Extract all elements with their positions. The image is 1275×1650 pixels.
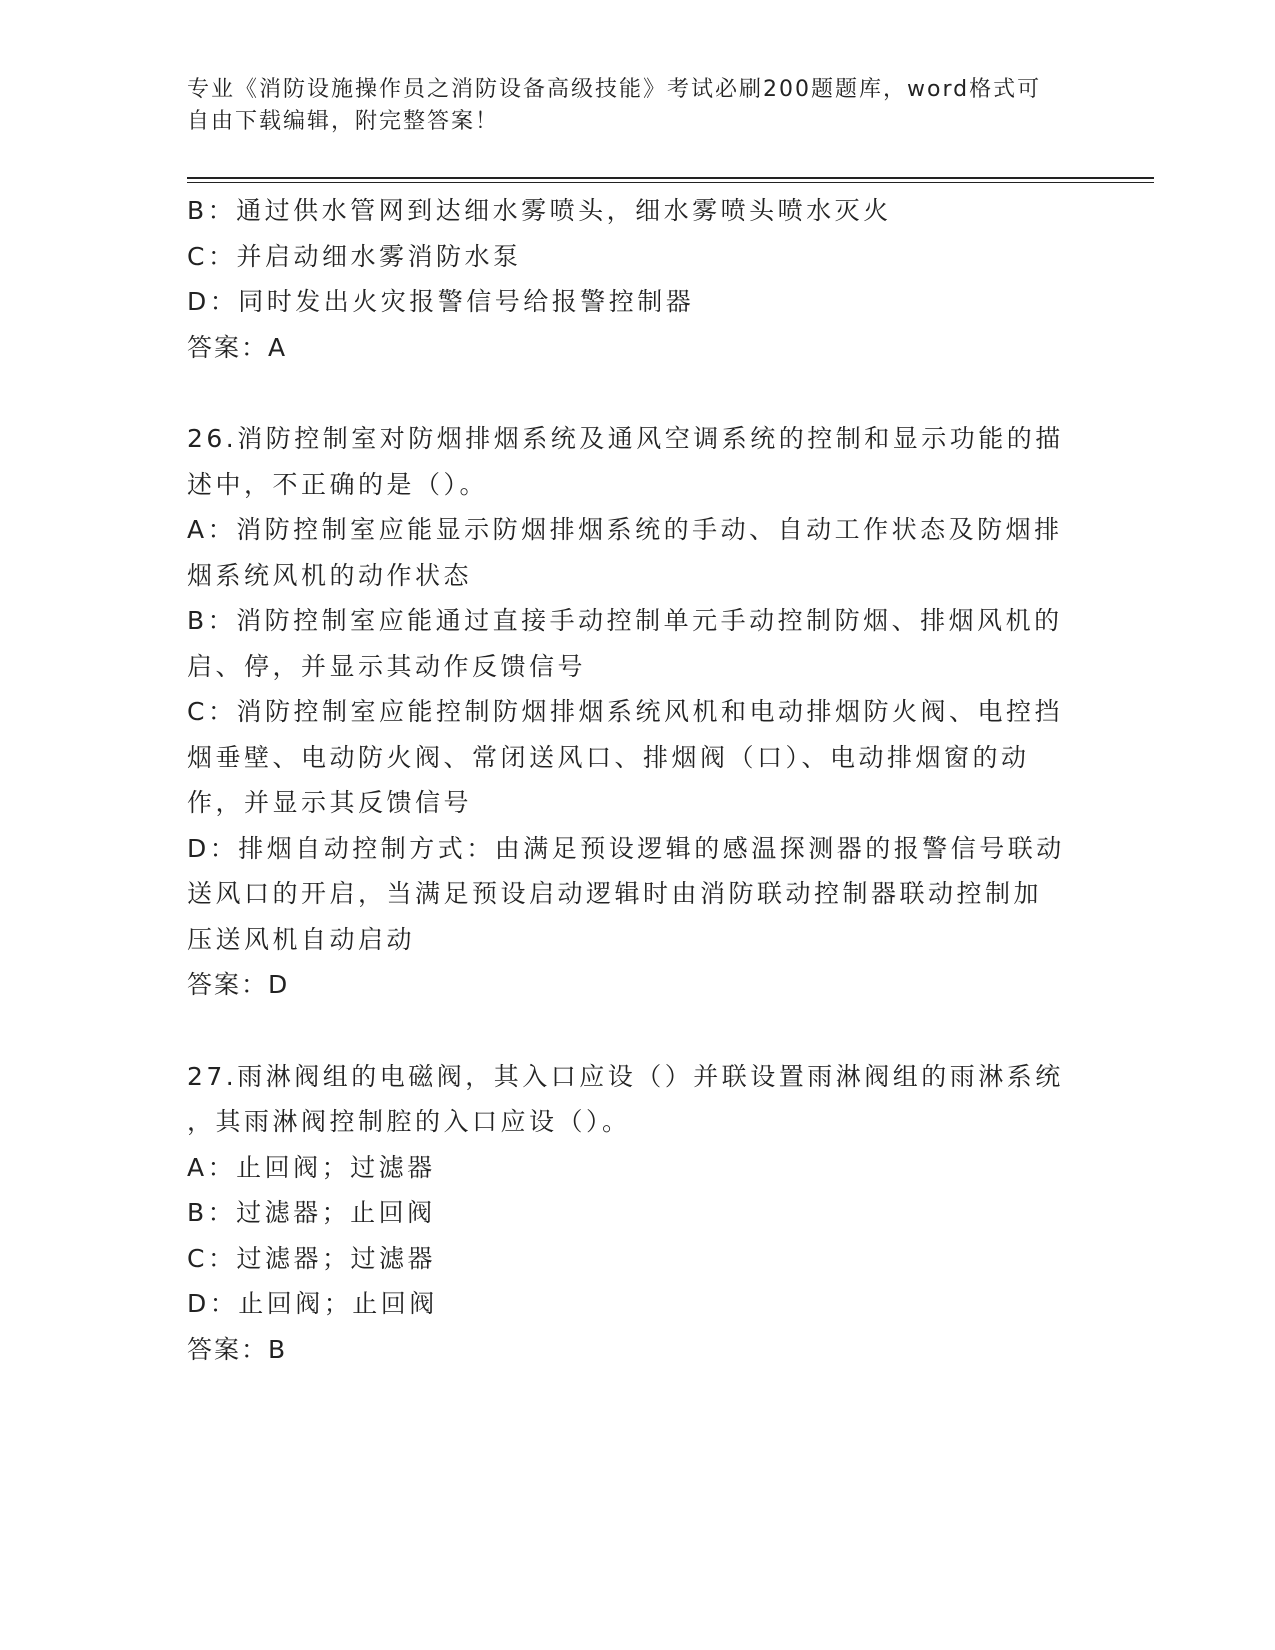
q27-option-c: C：过滤器；过滤器 [187,1243,436,1273]
q26-option-c-line-3: 作，并显示其反馈信号 [187,788,473,817]
q27-option-a: A：止回阀；过滤器 [187,1152,436,1182]
header-line-1: 专业《消防设施操作员之消防设备高级技能》考试必刷200题题库，word格式可 [187,77,1042,102]
q26-option-c-line-2: 烟垂壁、电动防火阀、常闭送风口、排烟阀（口）、电动排烟窗的动 [187,742,1030,772]
q26-option-c-line-1: C：消防控制室应能控制防烟排烟系统风机和电动排烟防火阀、电控挡 [187,697,1063,726]
q27-stem-line-2: ，其雨淋阀控制腔的入口应设（）。 [187,1107,631,1136]
q27-stem-line-1: 27.雨淋阀组的电磁阀，其入口应设（）并联设置雨淋阀组的雨淋系统 [187,1061,1064,1091]
q26-stem-line-2: 述中，不正确的是（）。 [187,469,489,499]
q26-option-d-line-3: 压送风机自动启动 [187,924,416,954]
question-content [187,188,1092,1372]
question-27 [187,1054,1092,1373]
q26-answer: 答案：D [187,970,290,999]
q25-option-c: C：并启动细水雾消防水泵 [187,241,522,271]
q26-option-a-line-1: A：消防控制室应能显示防烟排烟系统的手动、自动工作状态及防烟排 [187,515,1063,544]
q26-option-d-line-2: 送风口的开启，当满足预设启动逻辑时由消防联动控制器联动控制加 [187,879,1043,908]
q26-stem-line-1: 26.消防控制室对防烟排烟系统及通风空调系统的控制和显示功能的描 [187,424,1064,453]
q25-option-b: B：通过供水管网到达细水雾喷头，细水雾喷头喷水灭火 [187,196,892,225]
header-divider-thick [187,177,1154,179]
q25-option-d: D：同时发出火灾报警信号给报警控制器 [187,287,695,316]
q27-option-d: D：止回阀；止回阀 [187,1289,438,1318]
q25-answer: 答案：A [187,332,288,362]
q26-option-b-line-1: B：消防控制室应能通过直接手动控制单元手动控制防烟、排烟风机的 [187,606,1063,635]
q27-option-b: B：过滤器；止回阀 [187,1198,436,1227]
question-25-tail [187,188,1092,370]
q26-option-a-line-2: 烟系统风机的动作状态 [187,560,473,590]
q26-option-b-line-2: 启、停，并显示其动作反馈信号 [187,651,587,681]
question-26 [187,416,1092,1008]
page-header [187,74,1087,138]
header-line-2: 自由下载编辑，附完整答案！ [187,109,500,134]
q27-answer: 答案：B [187,1334,288,1364]
q26-option-d-line-1: D：排烟自动控制方式：由满足预设逻辑的感温探测器的报警信号联动 [187,833,1065,863]
header-divider-thin [187,182,1154,183]
